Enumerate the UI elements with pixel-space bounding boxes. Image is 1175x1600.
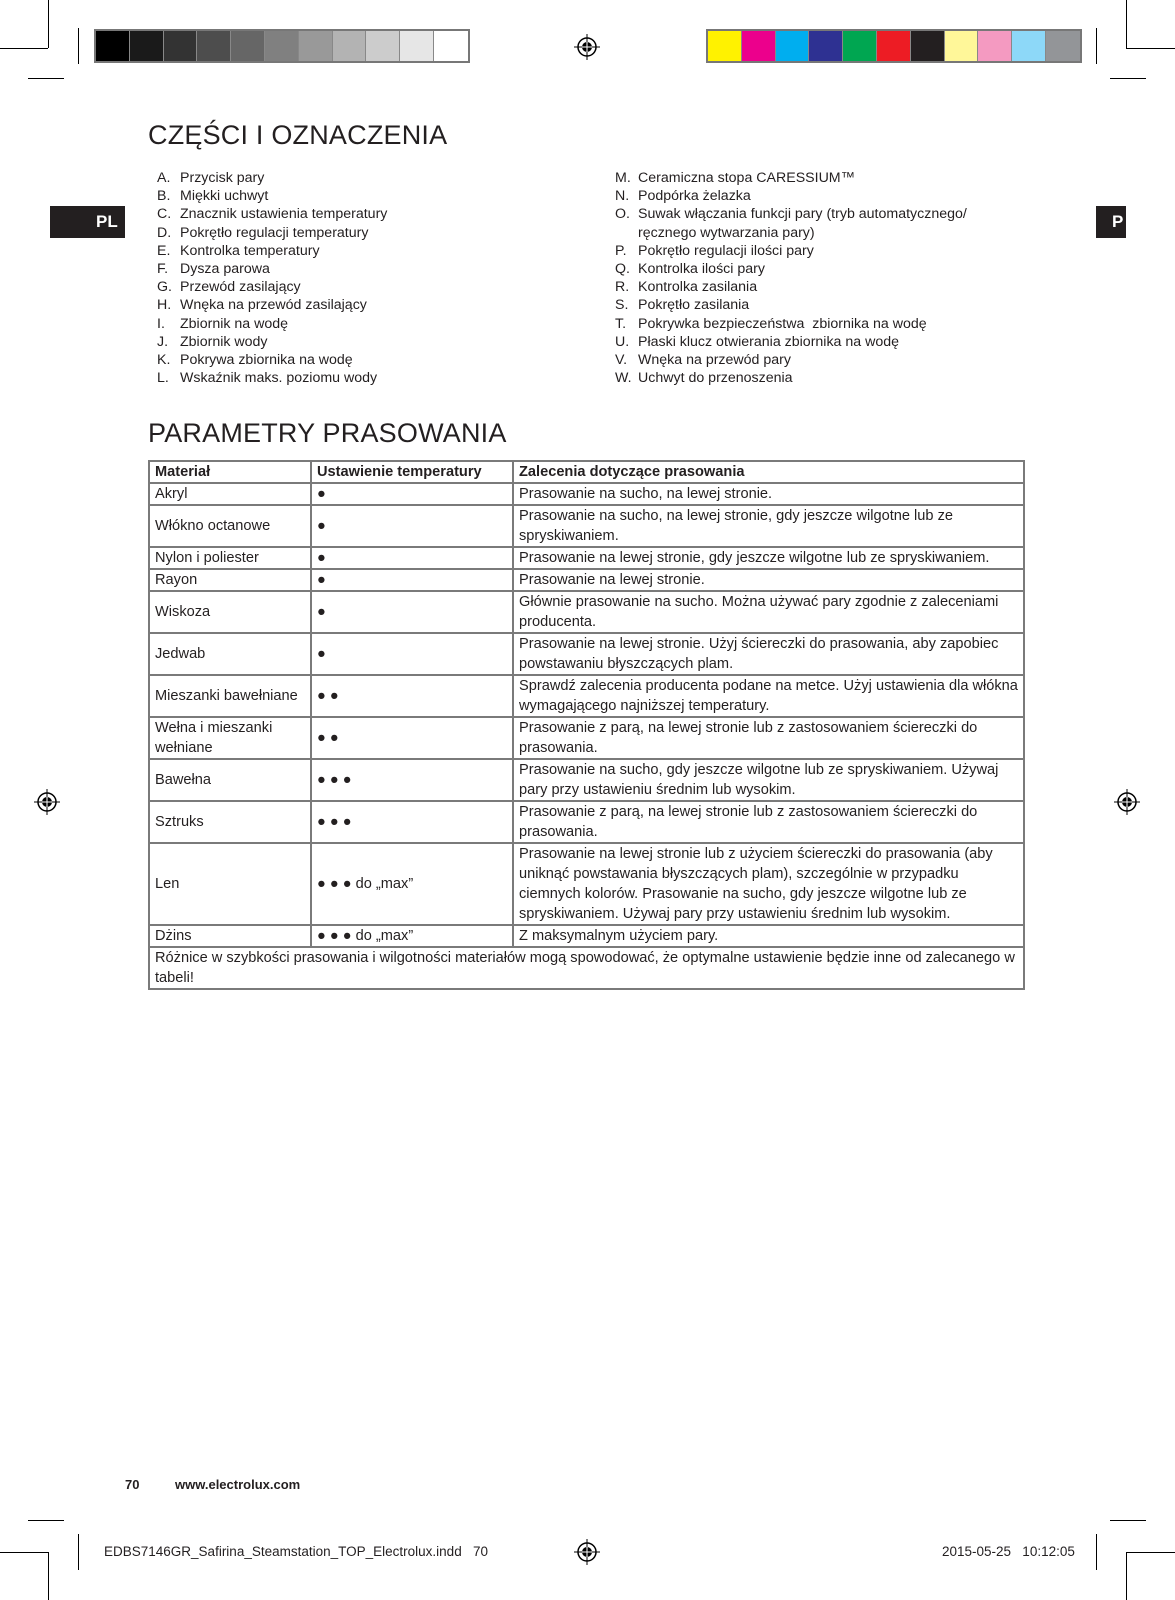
table-row	[149, 569, 1024, 591]
part-key: G.	[157, 279, 172, 296]
part-key: J.	[157, 333, 169, 350]
table-row	[149, 717, 1024, 759]
part-item	[606, 351, 1056, 369]
table-header-row	[149, 461, 1024, 483]
crop-mark	[1110, 78, 1146, 79]
advice-cell: Prasowanie z parą, na lewej stronie lub z zastosowaniem ściereczki do prasowania.	[513, 801, 1024, 843]
part-key: C.	[157, 206, 172, 223]
part-item	[606, 333, 1056, 351]
part-item	[606, 296, 1056, 314]
part-item	[148, 224, 598, 242]
temperature-cell: ● ● ● do „max”	[311, 925, 513, 947]
part-item	[148, 333, 598, 351]
website-url: www.electrolux.com	[175, 1477, 301, 1492]
ironing-parameters-table	[148, 460, 1025, 990]
part-label: Przewód zasilający	[180, 279, 301, 296]
part-label: Kontrolka temperatury	[180, 242, 320, 259]
page-number: 70	[125, 1477, 140, 1492]
material-cell: Dżins	[149, 925, 311, 947]
registration-mark-icon	[1114, 789, 1140, 815]
part-item	[606, 278, 1056, 296]
material-cell: Jedwab	[149, 633, 311, 675]
parts-list-right	[606, 169, 1056, 387]
material-cell: Bawełna	[149, 759, 311, 801]
crop-mark	[1096, 1534, 1097, 1570]
crop-mark	[28, 78, 64, 79]
part-label: Wnęka na przewód zasilający	[180, 297, 367, 314]
temperature-cell: ●	[311, 505, 513, 547]
color-swatch	[434, 31, 468, 61]
table-row	[149, 547, 1024, 569]
material-cell: Włókno octanowe	[149, 505, 311, 547]
part-label: Kontrolka ilości pary	[638, 261, 765, 278]
color-swatch	[197, 31, 231, 61]
crop-mark	[1126, 1552, 1175, 1553]
header-advice: Zalecenia dotyczące prasowania	[513, 461, 1024, 483]
part-key: V.	[615, 352, 628, 369]
parts-list-left	[148, 169, 598, 387]
part-label: Miękki uchwyt	[180, 188, 269, 205]
part-item	[606, 260, 1056, 278]
part-label: Zbiornik na wodę	[180, 315, 289, 332]
color-swatch	[333, 31, 367, 61]
color-swatch	[366, 31, 400, 61]
material-cell: Mieszanki bawełniane	[149, 675, 311, 717]
part-item	[606, 315, 1056, 333]
part-item	[148, 351, 598, 369]
material-cell: Nylon i poliester	[149, 547, 311, 569]
part-label: Znacznik ustawienia temperatury	[180, 206, 388, 223]
part-label: Przycisk pary	[180, 170, 265, 186]
part-key: P.	[615, 242, 627, 259]
ironing-section-title: PARAMETRY PRASOWANIA	[148, 418, 507, 448]
part-key: O.	[615, 206, 630, 223]
advice-cell: Głównie prasowanie na sucho. Można używać pary zgodnie z zaleceniami producenta.	[513, 591, 1024, 633]
part-item	[606, 169, 1056, 187]
advice-cell: Prasowanie z parą, na lewej stronie lub z zastosowaniem ściereczki do prasowania.	[513, 717, 1024, 759]
part-key: L.	[157, 370, 169, 387]
table-note-row	[149, 947, 1024, 989]
color-swatch	[945, 31, 979, 61]
color-swatch	[265, 31, 299, 61]
advice-cell: Prasowanie na lewej stronie. Użyj ściereczki do prasowania, aby zapobiec powstawaniu błyszczących plam.	[513, 633, 1024, 675]
material-cell: Len	[149, 843, 311, 925]
temperature-cell: ● ● ● do „max”	[311, 843, 513, 925]
part-key: K.	[157, 352, 171, 369]
header-material: Materiał	[149, 461, 311, 483]
table-row	[149, 843, 1024, 925]
part-key: N.	[615, 188, 630, 205]
table-row	[149, 483, 1024, 505]
color-swatch	[742, 31, 776, 61]
process-color-bar	[706, 29, 1082, 63]
color-swatch	[299, 31, 333, 61]
part-item	[606, 242, 1056, 260]
color-swatch	[911, 31, 945, 61]
table-row	[149, 591, 1024, 633]
crop-mark	[1096, 28, 1097, 64]
part-item	[148, 296, 598, 314]
advice-cell: Sprawdź zalecenia producenta podane na metce. Użyj ustawienia dla włókna wymagającego najniższej temperatury.	[513, 675, 1024, 717]
part-key: M.	[615, 170, 631, 186]
advice-cell: Z maksymalnym użyciem pary.	[513, 925, 1024, 947]
color-swatch	[809, 31, 843, 61]
temperature-cell: ●	[311, 591, 513, 633]
material-cell: Wełna i mieszanki wełniane	[149, 717, 311, 759]
parts-section-title: CZĘŚCI I OZNACZENIA	[148, 120, 448, 150]
part-item	[606, 205, 1056, 241]
part-key: H.	[157, 297, 172, 314]
part-key: R.	[615, 279, 630, 296]
temperature-cell: ●	[311, 633, 513, 675]
part-label: Pokrętło regulacji temperatury	[180, 224, 369, 241]
part-item	[606, 187, 1056, 205]
part-label: Pokrętło zasilania	[638, 297, 750, 314]
table-row	[149, 505, 1024, 547]
table-note: Różnice w szybkości prasowania i wilgotności materiałów mogą spowodować, że optymalne ustawienie będzie inne od zalecanego w tabeli!	[149, 947, 1024, 989]
table-row	[149, 801, 1024, 843]
part-label: Suwak włączania funkcji pary (tryb automatycznego/ ręcznego wytwarzania pary)	[638, 206, 967, 241]
advice-cell: Prasowanie na sucho, gdy jeszcze wilgotne lub ze spryskiwaniem. Używaj pary przy ustawieniu średnim lub wysokim.	[513, 759, 1024, 801]
part-item	[148, 205, 598, 223]
color-swatch	[1046, 31, 1080, 61]
crop-mark	[0, 1552, 48, 1553]
crop-mark	[78, 1534, 79, 1570]
header-temperature: Ustawienie temperatury	[311, 461, 513, 483]
part-label: Dysza parowa	[180, 261, 270, 278]
part-key: A.	[157, 170, 171, 186]
material-cell: Wiskoza	[149, 591, 311, 633]
part-item	[148, 278, 598, 296]
color-swatch	[877, 31, 911, 61]
part-label: Płaski klucz otwierania zbiornika na wodę	[638, 333, 900, 350]
slug-timestamp: 2015-05-25 10:12:05	[942, 1544, 1075, 1559]
table-row	[149, 675, 1024, 717]
crop-mark	[48, 1552, 49, 1600]
part-item	[148, 315, 598, 333]
part-key: Q.	[615, 261, 630, 278]
part-label: Podpórka żelazka	[638, 188, 751, 205]
part-item	[148, 187, 598, 205]
temperature-cell: ● ● ●	[311, 801, 513, 843]
temperature-cell: ●	[311, 547, 513, 569]
part-key: W.	[615, 370, 632, 387]
part-key: B.	[157, 188, 171, 205]
part-item	[148, 260, 598, 278]
table-row	[149, 633, 1024, 675]
color-swatch	[164, 31, 198, 61]
crop-mark	[48, 0, 49, 48]
part-key: D.	[157, 224, 172, 241]
part-key: T.	[615, 315, 627, 332]
temperature-cell: ● ●	[311, 675, 513, 717]
crop-mark	[1110, 1520, 1146, 1521]
temperature-cell: ●	[311, 569, 513, 591]
registration-mark-icon	[34, 789, 60, 815]
part-key: F.	[157, 261, 169, 278]
color-swatch	[400, 31, 434, 61]
advice-cell: Prasowanie na lewej stronie.	[513, 569, 1024, 591]
crop-mark	[78, 28, 79, 64]
part-label: Zbiornik wody	[180, 333, 268, 350]
part-item	[148, 169, 598, 187]
color-swatch	[1012, 31, 1046, 61]
registration-mark-icon	[574, 1539, 600, 1565]
part-key: S.	[615, 297, 629, 314]
language-tab-left: PL	[50, 206, 125, 238]
part-label: Pokrywka bezpieczeństwa zbiornika na wodę	[638, 315, 927, 332]
crop-mark	[1126, 0, 1127, 48]
part-item	[148, 369, 598, 387]
color-swatch	[96, 31, 130, 61]
crop-mark	[28, 1520, 64, 1521]
part-label: Pokrętło regulacji ilości pary	[638, 242, 814, 259]
part-label: Pokrywa zbiornika na wodę	[180, 352, 353, 369]
part-label: Kontrolka zasilania	[638, 279, 758, 296]
color-swatch	[708, 31, 742, 61]
crop-mark	[0, 48, 48, 49]
part-label: Wnęka na przewód pary	[638, 352, 791, 369]
language-tab-right: P	[1096, 206, 1126, 238]
part-item	[148, 242, 598, 260]
registration-mark-icon	[574, 34, 600, 60]
color-swatch	[130, 31, 164, 61]
color-swatch	[978, 31, 1012, 61]
color-swatch	[843, 31, 877, 61]
temperature-cell: ●	[311, 483, 513, 505]
material-cell: Akryl	[149, 483, 311, 505]
color-swatch	[231, 31, 265, 61]
advice-cell: Prasowanie na sucho, na lewej stronie.	[513, 483, 1024, 505]
advice-cell: Prasowanie na lewej stronie lub z użyciem ściereczki do prasowania (aby uniknąć powstawania błyszczących plam), szczególnie w przypadku ciemnych kolorów. Prasowanie na sucho, gdy jeszcze wilgotne lub ze spryskiwaniem. Używaj pary przy ustawieniu średnim lub wysokim.	[513, 843, 1024, 925]
part-key: I.	[157, 315, 165, 332]
part-key: E.	[157, 242, 171, 259]
material-cell: Rayon	[149, 569, 311, 591]
part-label: Uchwyt do przenoszenia	[638, 370, 793, 387]
grayscale-color-bar	[94, 29, 470, 63]
crop-mark	[1126, 48, 1175, 49]
part-label: Ceramiczna stopa CARESSIUM™	[638, 170, 855, 186]
temperature-cell: ● ● ●	[311, 759, 513, 801]
advice-cell: Prasowanie na lewej stronie, gdy jeszcze wilgotne lub ze spryskiwaniem.	[513, 547, 1024, 569]
part-label: Wskaźnik maks. poziomu wody	[180, 370, 378, 387]
part-item	[606, 369, 1056, 387]
part-key: U.	[615, 333, 630, 350]
slug-file-name: EDBS7146GR_Safirina_Steamstation_TOP_Electrolux.indd 70	[104, 1544, 488, 1559]
advice-cell: Prasowanie na sucho, na lewej stronie, gdy jeszcze wilgotne lub ze spryskiwaniem.	[513, 505, 1024, 547]
temperature-cell: ● ●	[311, 717, 513, 759]
table-row	[149, 759, 1024, 801]
table-row	[149, 925, 1024, 947]
color-swatch	[776, 31, 810, 61]
crop-mark	[1126, 1552, 1127, 1600]
material-cell: Sztruks	[149, 801, 311, 843]
